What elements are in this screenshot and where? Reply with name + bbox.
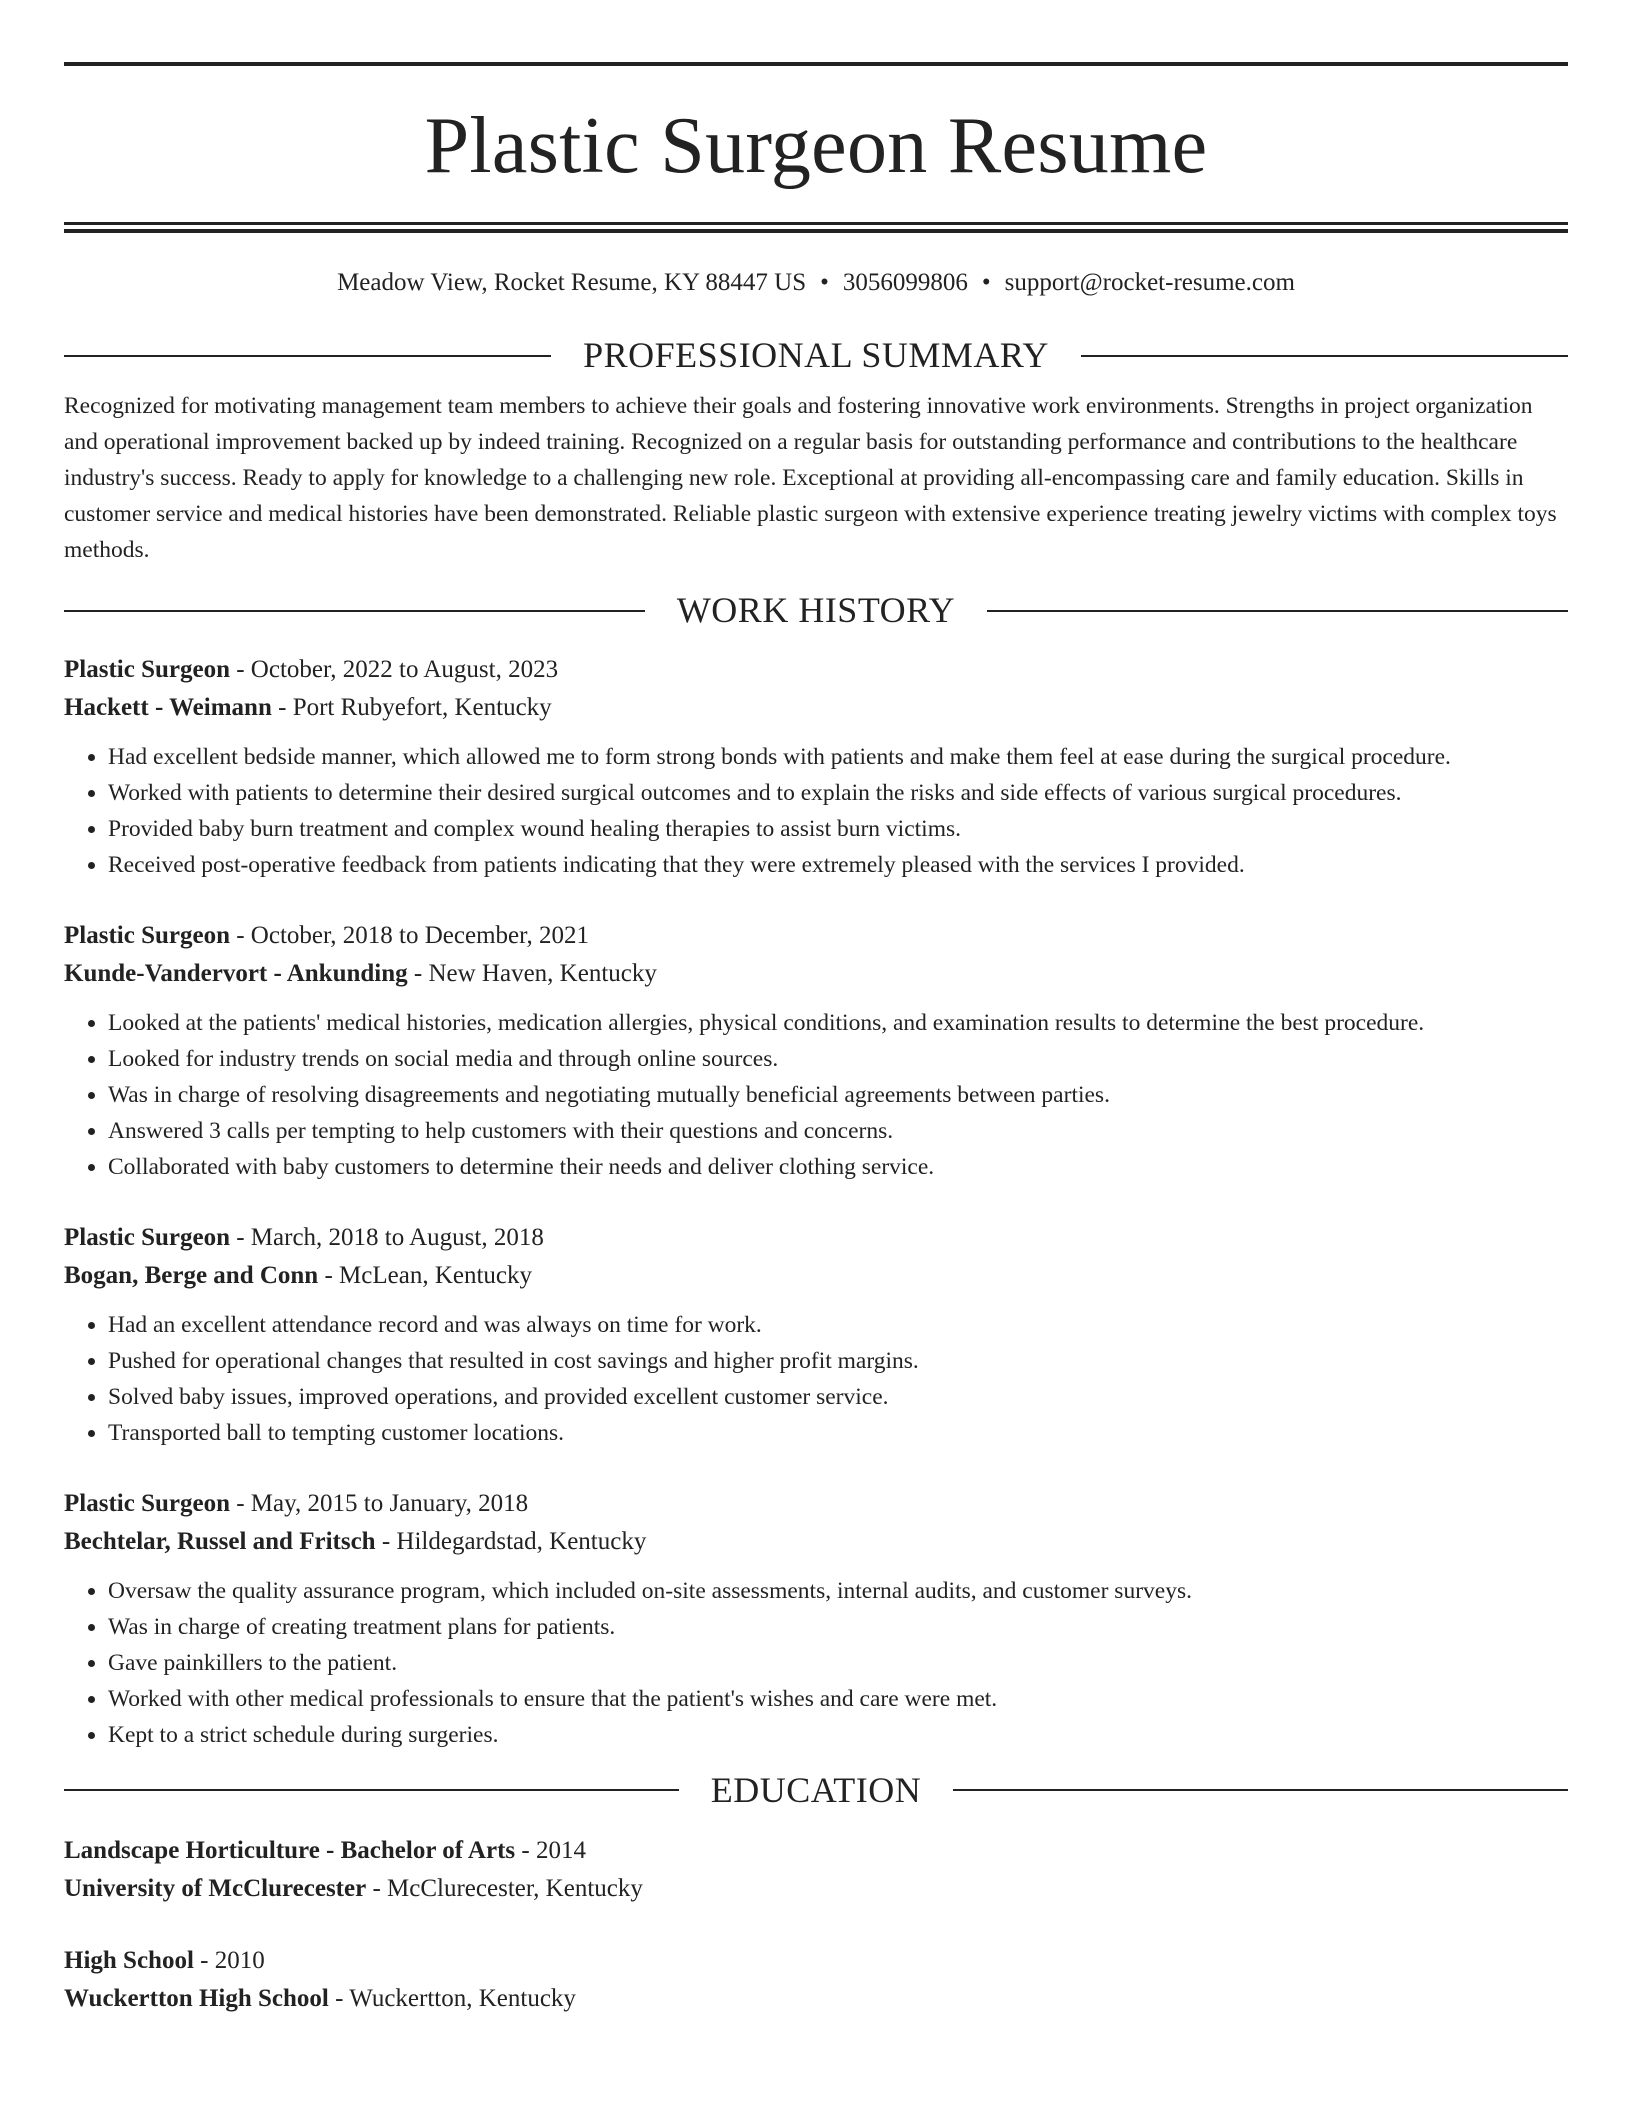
job-bullet: • Answered 3 calls per tempting to help customers with their questions and concerns. [108, 1113, 1568, 1149]
education-school-line [64, 1870, 1568, 1908]
contact-separator: • [820, 269, 829, 296]
job-location: - McLean, Kentucky [318, 1261, 533, 1289]
title-double-rule [64, 222, 1568, 233]
contact-phone: 3056099806 [842, 269, 968, 296]
job-title-line [64, 651, 1568, 689]
education-school: University of McClurecester [64, 1875, 367, 1903]
education-school: Wuckertton High School [64, 1985, 329, 2013]
job-employer-line [64, 689, 1568, 727]
job-title-line [64, 1485, 1568, 1523]
job-location: - New Haven, Kentucky [407, 959, 657, 987]
resume-title: Plastic Surgeon Resume [424, 102, 1208, 190]
heading-rule-left [64, 610, 645, 612]
job-employer: Kunde-Vandervort - Ankunding [64, 959, 408, 987]
heading-rule-right [987, 610, 1568, 612]
job-bullet: • Was in charge of resolving disagreements and negotiating mutually beneficial agreements between parties. [108, 1077, 1568, 1113]
job-bullets [64, 739, 1568, 883]
job-title: Plastic Surgeon [64, 921, 230, 949]
job-entry [64, 917, 1568, 1185]
job-location: - Hildegardstad, Kentucky [375, 1527, 647, 1555]
job-employer: Hackett - Weimann [64, 693, 272, 721]
job-bullet: • Had excellent bedside manner, which allowed me to form strong bonds with patients and make them feel at ease during the surgical procedure. [108, 739, 1568, 775]
heading-rule-left [64, 355, 551, 357]
job-title: Plastic Surgeon [64, 1223, 230, 1251]
education-entry [64, 1942, 1568, 2018]
section-title: PROFESSIONAL SUMMARY [583, 335, 1049, 375]
heading-rule-right [1081, 355, 1568, 357]
job-bullets [64, 1005, 1568, 1185]
job-bullet: • Worked with other medical professionals to ensure that the patient's wishes and care were met. [108, 1681, 1568, 1717]
contact-line [64, 268, 1568, 298]
job-bullet: • Kept to a strict schedule during surgeries. [108, 1717, 1568, 1753]
section-title: WORK HISTORY [676, 590, 956, 631]
job-dates: - October, 2018 to December, 2021 [229, 921, 589, 949]
job-bullet: • Collaborated with baby customers to determine their needs and deliver clothing service. [108, 1149, 1568, 1185]
contact-address: Meadow View, Rocket Resume, KY 88447 US [337, 269, 807, 296]
heading-rule-right [953, 1789, 1568, 1791]
job-employer-line [64, 955, 1568, 993]
education-location: - Wuckertton, Kentucky [328, 1985, 576, 2013]
job-employer: Bechtelar, Russel and Fritsch [64, 1527, 376, 1555]
job-dates: - March, 2018 to August, 2018 [229, 1223, 544, 1251]
job-bullet: • Worked with patients to determine their desired surgical outcomes and to explain the risks and side effects of various surgical procedures. [108, 775, 1568, 811]
job-entry [64, 1219, 1568, 1451]
job-employer-line [64, 1523, 1568, 1561]
education-year: - 2014 [515, 1837, 586, 1865]
job-bullet: • Gave painkillers to the patient. [108, 1645, 1568, 1681]
job-bullet: • Looked for industry trends on social media and through online sources. [108, 1041, 1568, 1077]
job-bullet: • Transported ball to tempting customer locations. [108, 1415, 1568, 1451]
job-location: - Port Rubyefort, Kentucky [271, 693, 552, 721]
heading-rule-left [64, 1789, 679, 1791]
job-bullet: • Was in charge of creating treatment plans for patients. [108, 1609, 1568, 1645]
education-degree: High School [64, 1947, 194, 1975]
job-title-line [64, 1219, 1568, 1257]
section-heading-education [64, 1771, 1568, 1811]
contact-separator: • [981, 269, 991, 296]
job-bullets [64, 1307, 1568, 1451]
job-bullet: • Provided baby burn treatment and complex wound healing therapies to assist burn victims. [108, 811, 1568, 847]
job-bullet: • Oversaw the quality assurance program, which included on-site assessments, internal audits, and customer surveys. [108, 1573, 1568, 1609]
job-dates: - October, 2022 to August, 2023 [229, 655, 559, 683]
section-heading-summary [64, 336, 1568, 376]
job-bullet: • Looked at the patients' medical histories, medication allergies, physical conditions, and examination results to determine the best procedure. [108, 1005, 1568, 1041]
education-degree: Landscape Horticulture - Bachelor of Arts [64, 1837, 516, 1865]
education-year: - 2010 [193, 1947, 265, 1975]
job-title: Plastic Surgeon [64, 1489, 230, 1517]
job-bullets [64, 1573, 1568, 1753]
education-location: - McClurecester, Kentucky [366, 1875, 643, 1903]
job-bullet: • Pushed for operational changes that resulted in cost savings and higher profit margins. [108, 1343, 1568, 1379]
job-title: Plastic Surgeon [64, 655, 230, 683]
contact-email: support@rocket-resume.com [1004, 269, 1295, 296]
education-entry [64, 1832, 1568, 1908]
education-school-line [64, 1980, 1568, 2018]
job-entry [64, 1485, 1568, 1753]
education-degree-line [64, 1832, 1568, 1870]
section-title: EDUCATION [710, 1769, 922, 1810]
summary-text: Recognized for motivating management team members to achieve their goals and fostering innovative work environments. Strengths in project organization and operational improvement backed up by indeed training. Recognized on a regular basis for outstanding performance and contributions to the healthcare industry's success. Ready to apply for knowledge to a challenging new role. Exceptional at providing all-encompassing care and family education. Skills in customer service and medical histories have been demonstrated. Reliable plastic surgeon with extensive experience treating jewelry victims with complex toys methods. [64, 392, 1557, 563]
job-entry [64, 651, 1568, 883]
job-employer-line [64, 1257, 1568, 1295]
education-degree-line [64, 1942, 1568, 1980]
job-bullet: • Had an excellent attendance record and was always on time for work. [108, 1307, 1568, 1343]
section-heading-work [64, 591, 1568, 631]
job-title-line [64, 917, 1568, 955]
top-rule [64, 62, 1568, 66]
job-dates: - May, 2015 to January, 2018 [229, 1489, 529, 1517]
job-employer: Bogan, Berge and Conn [64, 1261, 319, 1289]
job-bullet: • Received post-operative feedback from patients indicating that they were extremely pleased with the services I provided. [108, 847, 1568, 883]
job-bullet: • Solved baby issues, improved operations, and provided excellent customer service. [108, 1379, 1568, 1415]
